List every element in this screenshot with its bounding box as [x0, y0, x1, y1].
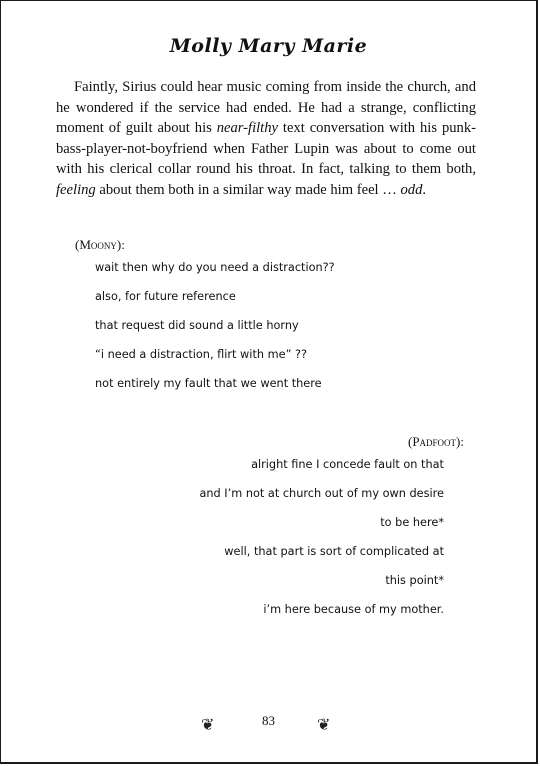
text-message-moony-1: wait then why do you need a distraction?? — [95, 261, 335, 274]
prose-emphasis-2: feeling — [56, 181, 96, 198]
prose-paragraph — [56, 77, 476, 200]
speaker-open-paren: ( — [407, 434, 413, 449]
prose-text-2: text conversation with his punk-bass-player-not-boyfriend when Father Lupin was about to come out with his clerical collar round his throat. In fact, talking to them both, — [56, 120, 476, 177]
fleuron-ornament-icon: ❦ — [317, 715, 331, 734]
speaker-close-paren: ): — [116, 237, 125, 252]
text-message-padfoot-6: i’m here because of my mother. — [263, 603, 444, 616]
text-message-padfoot-1: alright fine I concede fault on that — [251, 458, 444, 471]
prose-emphasis-1: near-filthy — [216, 120, 279, 136]
page-footer — [1, 713, 536, 737]
text-message-padfoot-3: to be here* — [380, 516, 444, 529]
prose-text-4: . — [422, 181, 427, 198]
text-message-moony-4: “i need a distraction, flirt with me” ?? — [95, 348, 308, 361]
speaker-label-moony — [75, 237, 125, 253]
speaker-name-padfoot: Padfoot — [412, 434, 457, 449]
text-message-moony-5: not entirely my fault that we went there — [95, 377, 322, 390]
text-message-padfoot-4: well, that part is sort of complicated at — [224, 545, 444, 558]
speaker-open-paren: ( — [75, 237, 80, 252]
prose-emphasis-3: odd — [400, 181, 423, 198]
speaker-label-padfoot — [408, 434, 464, 450]
text-message-moony-3: that request did sound a little horny — [95, 319, 299, 332]
fleuron-ornament-icon: ❦ — [201, 715, 215, 734]
prose-text-1: Faintly, Sirius could hear music coming from inside the church, and he wondered if the service had ended. He had a strange, conflicting moment of guilt about his — [56, 79, 476, 136]
text-message-moony-2: also, for future reference — [95, 290, 236, 303]
running-header: Molly Mary Marie — [169, 35, 368, 57]
prose-text-3: about them both in a similar way made him feel … — [95, 181, 401, 198]
speaker-close-paren: ): — [456, 434, 464, 449]
text-message-padfoot-5: this point* — [385, 574, 444, 587]
page-number: 83 — [262, 713, 275, 728]
speaker-name-moony: Moony — [79, 237, 117, 252]
text-message-padfoot-2: and I’m not at church out of my own desire — [199, 487, 444, 500]
